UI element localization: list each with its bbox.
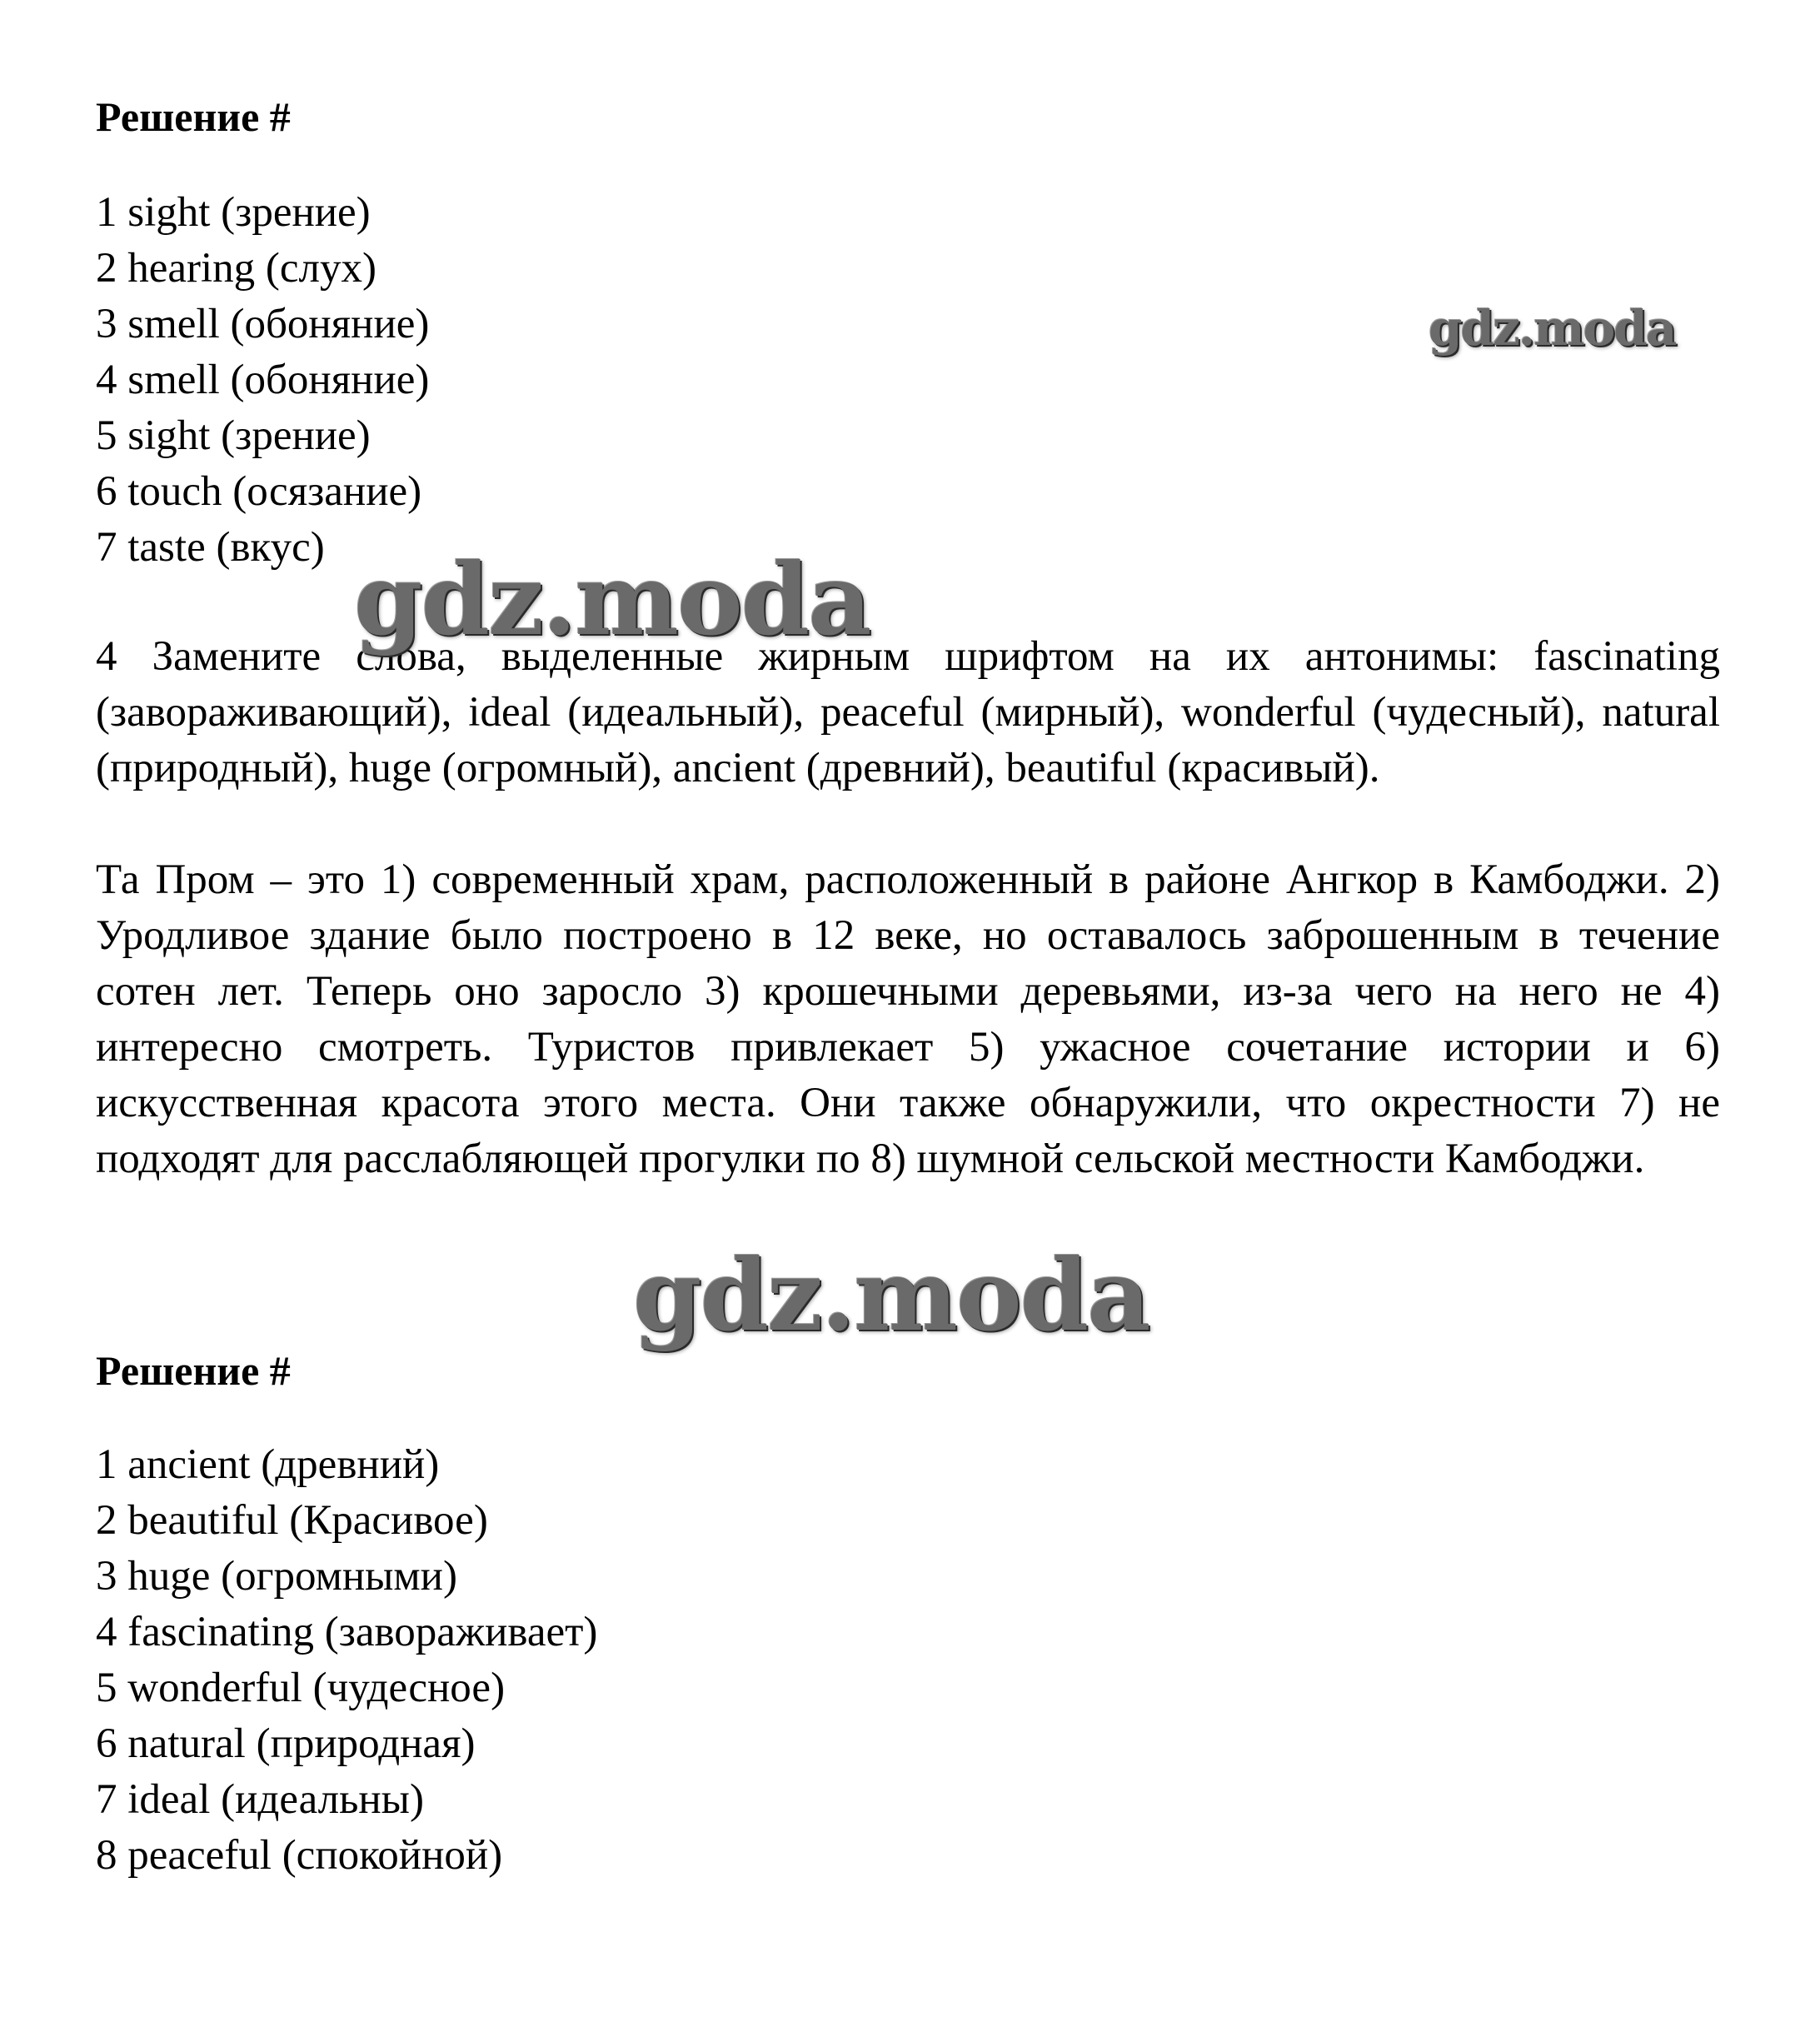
answer-item: 6 touch (осязание) xyxy=(96,468,422,515)
answer-item: 4 fascinating (завораживает) xyxy=(96,1609,598,1655)
solution-heading-1: Решение # xyxy=(96,93,291,140)
answer-list-2 xyxy=(96,1437,597,1884)
answer-item: 1 sight (зрение) xyxy=(96,189,371,236)
task4-text: Та Пром – это 1) современный храм, расположенный в районе Ангкор в Камбоджи. 2) Уродливое здание было построено в 12 веке, но оставалось заброшенным в течение сотен лет. Теперь оно заросло 3) крошечными деревьями, из-за чего на него не 4) интересно смотреть. Туристов привлекает 5) ужасное сочетание истории и 6) искусственная красота этого места. Они также обнаружили, что окрестности 7) не подходят для расслабляющей прогулки по 8) шумной сельской местности Камбоджи. xyxy=(96,856,1720,1182)
solution-heading-2: Решение # xyxy=(96,1347,291,1394)
answer-item: 1 ancient (древний) xyxy=(96,1441,440,1488)
answer-list-1 xyxy=(96,185,429,576)
watermark-logo: gdz.moda xyxy=(1429,300,1676,357)
watermark-logo: gdz.moda xyxy=(354,542,870,657)
watermark-logo: gdz.moda xyxy=(633,1237,1149,1353)
answer-item: 5 sight (зрение) xyxy=(96,412,371,459)
task4-instruction: 4 Замените слова, выделенные жирным шрифтом на их антонимы: fascinating (завораживающий), ideal (идеальный), peaceful (мирный), wonderful (чудесный), natural (природный), huge (огромный), ancient (древний), beautiful (красивый). xyxy=(96,633,1720,791)
answer-item: 2 beautiful (Красивое) xyxy=(96,1497,488,1544)
answer-item: 3 huge (огромными) xyxy=(96,1553,457,1600)
answer-item: 2 hearing (слух) xyxy=(96,245,376,292)
answer-item: 7 ideal (идеальны) xyxy=(96,1776,424,1823)
answer-item: 7 taste (вкус) xyxy=(96,524,325,571)
answer-item: 4 smell (обоняние) xyxy=(96,357,430,403)
answer-item: 5 wonderful (чудесное) xyxy=(96,1665,506,1711)
answer-item: 3 smell (обоняние) xyxy=(96,301,430,347)
answer-item: 6 natural (природная) xyxy=(96,1720,476,1767)
answer-item: 8 peaceful (спокойной) xyxy=(96,1832,503,1879)
